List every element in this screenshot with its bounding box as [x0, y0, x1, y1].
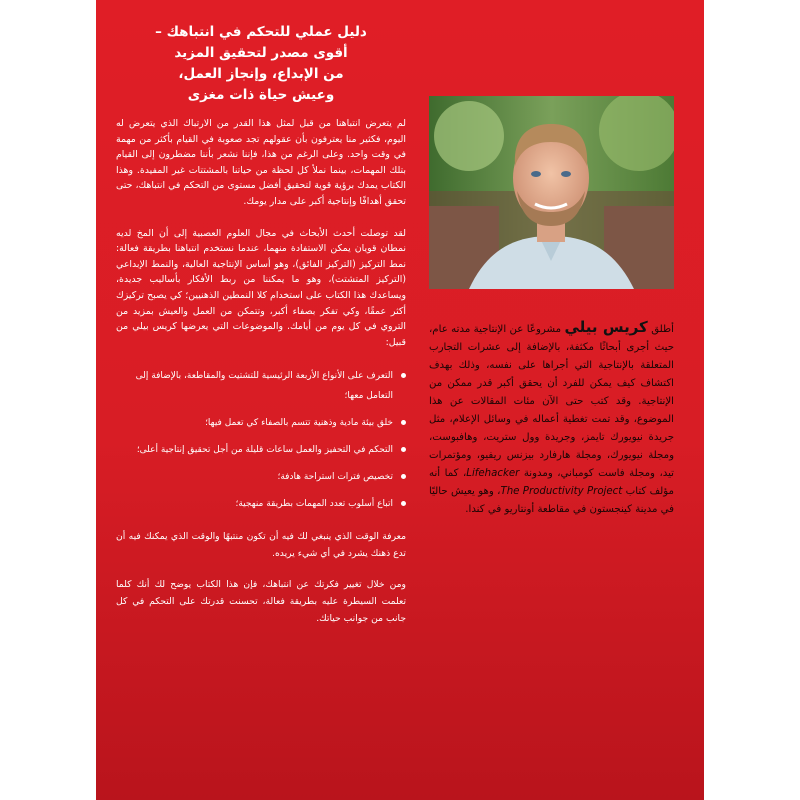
headline-line: أقوى مصدر لتحقيق المزيد: [174, 45, 348, 61]
bullet-icon: [401, 501, 406, 506]
author-photo: [429, 96, 674, 289]
topic-list: [116, 366, 406, 514]
topic-text: تخصيص فترات استراحة هادفة؛: [277, 472, 393, 483]
bullet-icon: [401, 373, 406, 378]
book-back-cover: [96, 0, 704, 800]
topic-text: التحكم في التحفيز والعمل ساعات قليلة من أجل تحقيق إنتاجية أعلى؛: [136, 445, 393, 456]
topic-text: خلق بيئة مادية وذهنية تتسم بالصفاء كي تعمل فيها؛: [205, 418, 393, 429]
author-bio: [429, 318, 674, 519]
bullet-icon: [401, 474, 406, 479]
closing-paragraph: معرفة الوقت الذي ينبغي لك فيه أن تكون منتبهًا والوقت الذي يمكنك فيه أن تدع ذهنك يشرد في أي شيء يريده.: [116, 531, 406, 560]
blog-name: Lifehacker: [466, 468, 520, 479]
cover-left-column: [116, 22, 406, 641]
list-item: [116, 467, 406, 487]
book-title: The Productivity Project: [500, 486, 623, 497]
bio-text: مشروعًا عن الإنتاجية مدته عام، حيث أجرى أبحاثًا مكثفة، بالإضافة إلى عشرات التجارب المتعلقة بالإنتاجية التي أجراها على نفسه، وذلك بهدف اكتشاف كيف يمكن للفرد أن يحقق أكبر قدر ممكن من الإنتاجية. وقد كتب حتى الآن مئات المقالات عن هذا الموضوع، وقد تمت تغطية أعماله في وسائل الإعلام، مثل جريدة نيويورك تايمز، وجريدة وول ستريت، وهافبوست، ومجلة نيويورك، ومجلة هارفارد بيزنس ريفيو، ومؤتمرات تيد، ومجلة فاست كومباني، ومدونة: [429, 324, 674, 479]
list-item: [116, 366, 406, 406]
bio-text-2: ، كما أنه مؤلف كتاب: [429, 468, 675, 497]
headline-line: من الإبداع، وإنجاز العمل،: [178, 66, 344, 82]
headline-line: وعيش حياة ذات مغزى: [187, 87, 335, 103]
closing-paragraph-final: ومن خلال تغيير فكرتك عن انتباهك، فإن هذا الكتاب يوضح لك أنك كلما تعلمت السيطرة عليه بطريقة فعالة، تحسنت قدرتك على التحكم في كل جانب من جوانب حياتك.: [116, 579, 406, 625]
headline-line: دليل عملي للتحكم في انتباهك –: [155, 24, 367, 40]
bullet-icon: [401, 420, 406, 425]
topic-text: التعرف على الأنواع الأربعة الرئيسية للتشتيت والمقاطعة، بالإضافة إلى التعامل معها؛: [135, 371, 393, 402]
list-item: [116, 413, 406, 433]
bullet-icon: [401, 447, 406, 452]
list-item: [116, 440, 406, 460]
list-item: [116, 494, 406, 514]
author-name: كريس بيلي: [564, 318, 648, 336]
intro-paragraph: لم يتعرض انتباهنا من قبل لمثل هذا القدر من الارتباك الذي يتعرض له اليوم، فكثير منا يعترفون بأن عقولهم تجد صعوبة في القيام بأكثر من مهمة في وقت واحد. وعلى الرغم من هذا، فإننا نشعر بأننا مضطرون إلى القيام بتلك المهمات، بينما نملأ كل لحظة من حياتنا بالمشتتات غير المفيدة. وهذا الكتاب يمدك برؤية قوية لتحقيق أفضل مستوى من التحكم في انتباهك، حتى تحقق أهدافًا وإنتاجية أكبر على مدار يومك.: [116, 118, 406, 207]
research-paragraph: لقد توصلت أحدث الأبحاث في مجال العلوم العصبية إلى أن المخ لديه نمطان قويان يمكن الاستفادة منهما، عندما نستخدم انتباهنا بطريقة فعالة: نمط التركيز (التركيز الفائق)، وهو أساس الإنتاجية العالية، والنمط الإبداعي (التركيز المتشتت)، وهو ما يمكننا من ربط الأفكار بأساليب جديدة، ويساعدك هذا الكتاب على استخدام كلا النمطين الذهنيين؛ كي يصبح تركيزك أكثر عمقًا، وكي تفكر بصفاء أكبر، وتتمكن من العمل والعيش بمزيد من التروي في كل يوم من أيامك. والموضوعات التي يعرضها كريس بيلي من قبيل:: [116, 227, 406, 348]
bio-text-3: ، وهو يعيش حاليًا في مدينة كينجستون في مقاطعة أونتاريو في كندا.: [429, 486, 674, 515]
cover-headline: [116, 22, 406, 106]
bio-lead: أطلق: [651, 324, 674, 335]
topic-text: اتباع أسلوب تعدد المهمات بطريقة منهجية؛: [235, 499, 393, 510]
